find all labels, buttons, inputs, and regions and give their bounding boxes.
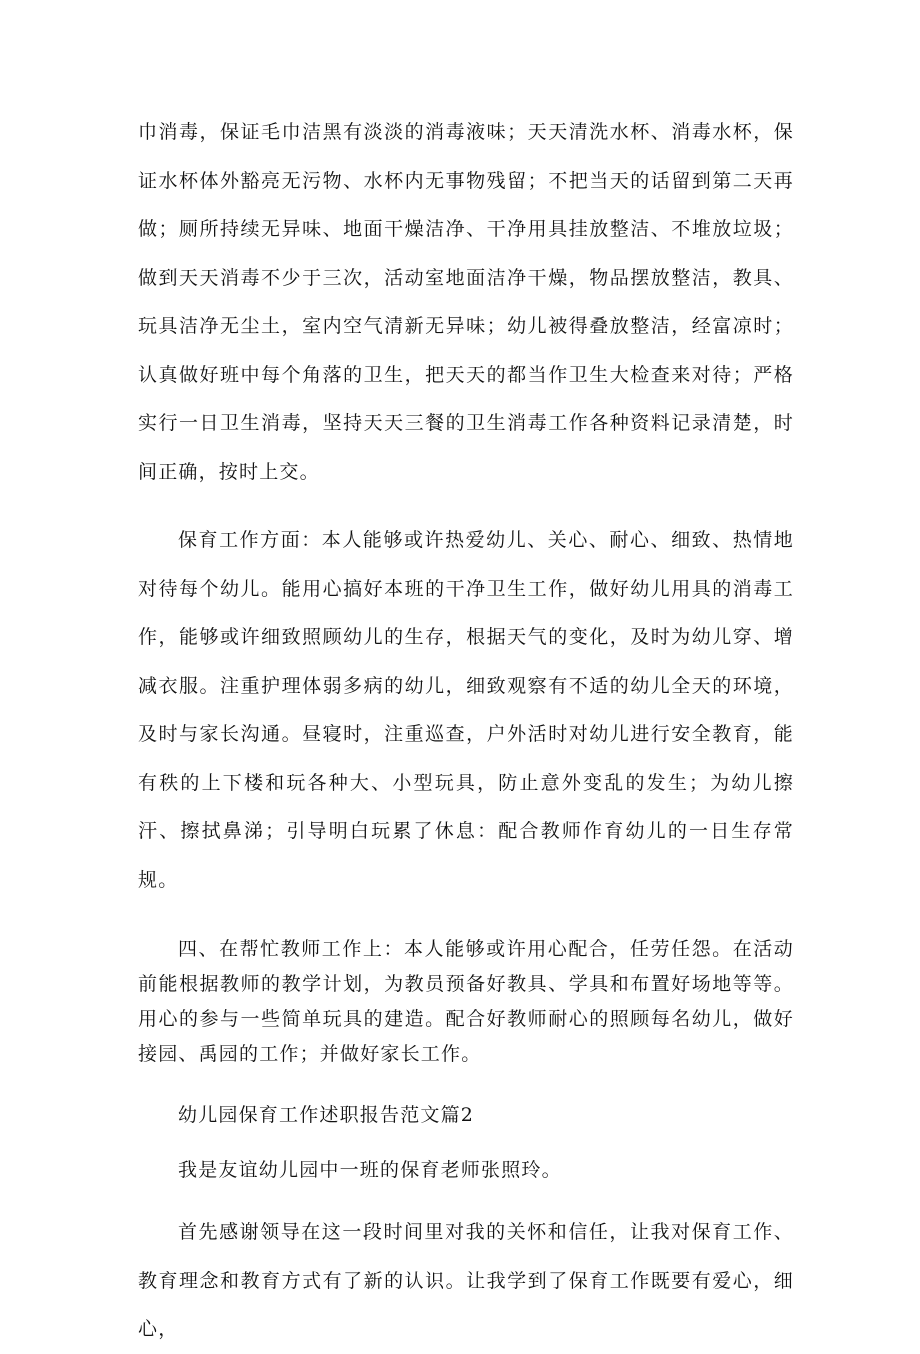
paragraph-self-intro: 我是友谊幼儿园中一班的保育老师张照玲。: [178, 1159, 562, 1181]
document-body: [138, 108, 794, 1354]
paragraph-thanks: 首先感谢领导在这一段时间里对我的关怀和信任，让我对保育工作、教育理念和教育方式有了新的认识。让我学到了保育工作既要有爱心，细心，: [138, 1221, 794, 1340]
paragraph-assist-teacher: 四、在帮忙教师工作上：本人能够或许用心配合，任劳任怨。在活动前能根据教师的教学计划，为教员预备好教具、学具和布置好场地等等。用心的参与一些简单玩具的建造。配合好教师耐心的照顾每名幼儿，做好接园、禹园的工作；并做好家长工作。: [138, 938, 794, 1065]
paragraph-care-work: 保育工作方面：本人能够或许热爱幼儿、关心、耐心、细致、热情地对待每个幼儿。能用心搞好本班的干净卫生工作，做好幼儿用具的消毒工作，能够或许细致照顾幼儿的生存，根据天气的变化，及时为幼儿穿、增减衣服。注重护理体弱多病的幼儿，细致观察有不适的幼儿全天的环境，及时与家长沟通。昼寝时，注重巡查，户外活时对幼儿进行安全教育，能有秩的上下楼和玩各种大、小型玩具，防止意外变乱的发生；为幼儿擦汗、擦拭鼻涕；引导明白玩累了休息：配合教师作育幼儿的一日生存常规。: [138, 529, 794, 891]
section-heading: 幼儿园保育工作述职报告范文篇2: [178, 1104, 475, 1126]
paragraph-hygiene: 巾消毒，保证毛巾洁黑有淡淡的消毒液味；天天清洗水杯、消毒水杯，保证水杯体外豁亮无污物、水杯内无事物残留；不把当天的话留到第二天再做；厕所持续无异味、地面干燥洁净、干净用具挂放整洁、不堆放垃圾；做到天天消毒不少于三次，活动室地面洁净干燥，物品摆放整洁，教具、玩具洁净无尘土，室内空气清新无异味；幼儿被得叠放整洁，经富凉时；认真做好班中每个角落的卫生，把天天的都当作卫生大检查来对待；严格实行一日卫生消毒，坚持天天三餐的卫生消毒工作各种资料记录清楚，时间正确，按时上交。: [138, 121, 794, 483]
